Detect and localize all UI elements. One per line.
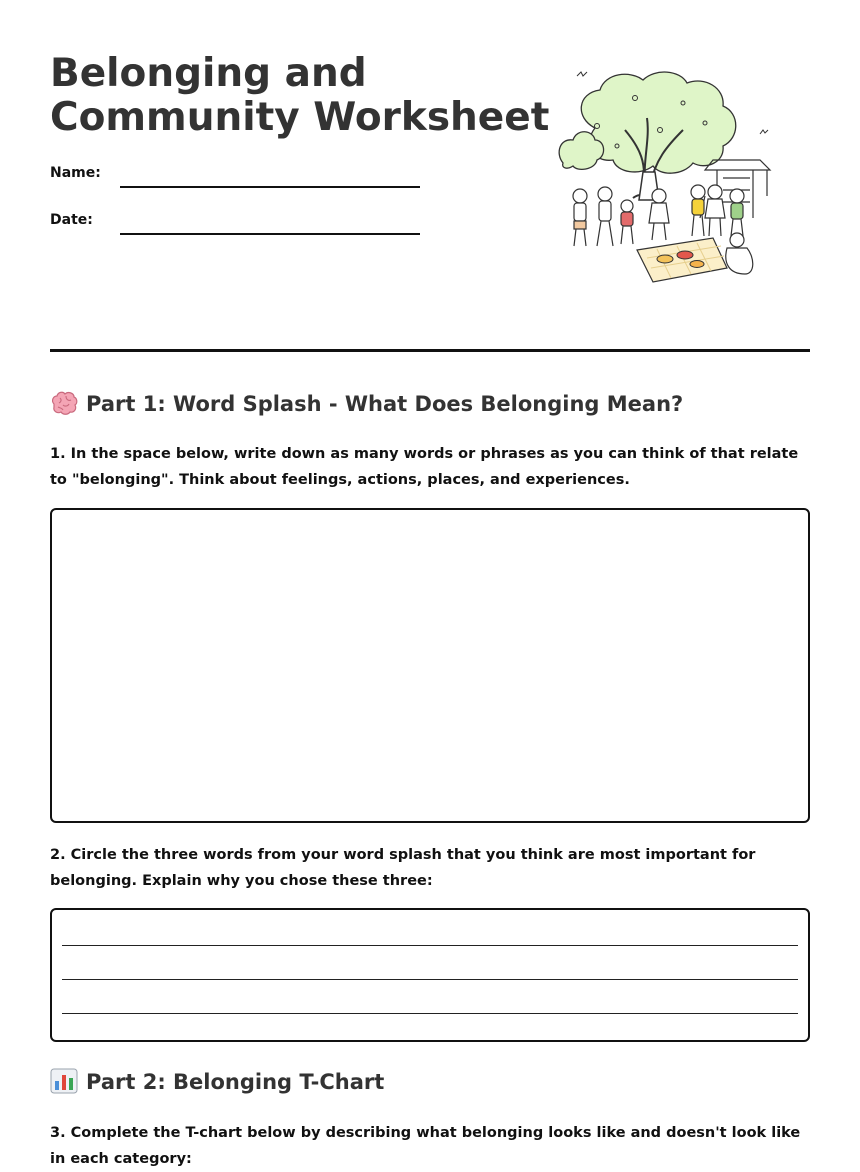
worksheet-title: Belonging and Community Worksheet: [50, 51, 550, 140]
word-splash-box[interactable]: [50, 508, 810, 823]
explanation-box[interactable]: [50, 908, 810, 1042]
brain-icon: [50, 390, 78, 416]
question-3: 3. Complete the T-chart below by describing what belonging looks like and doesn't look like in each category:: [50, 1125, 801, 1167]
part2-heading: [50, 1068, 810, 1096]
children-playing-under-tree-illustration: [555, 68, 780, 286]
writing-line[interactable]: [62, 1013, 798, 1014]
writing-line[interactable]: [62, 979, 798, 980]
header-divider: [50, 349, 810, 352]
name-line[interactable]: [120, 186, 420, 188]
question-2: 2. Circle the three words from your word splash that you think are most important for belonging. Explain why you chose these three:: [50, 847, 756, 889]
writing-line[interactable]: [62, 945, 798, 946]
worksheet-page: [50, 0, 810, 1167]
part2-heading-text: Part 2: Belonging T-Chart: [86, 1070, 385, 1094]
date-line[interactable]: [120, 233, 420, 235]
date-label: Date:: [50, 212, 93, 228]
part1-heading-text: Part 1: Word Splash - What Does Belonging Mean?: [86, 392, 684, 416]
name-label: Name:: [50, 165, 101, 181]
question-1: 1. In the space below, write down as many words or phrases as you can think of that relate to "belonging". Think about feelings, actions, places, and experiences.: [50, 446, 799, 488]
part1-heading: [50, 390, 810, 418]
bar-chart-icon: [50, 1068, 78, 1094]
